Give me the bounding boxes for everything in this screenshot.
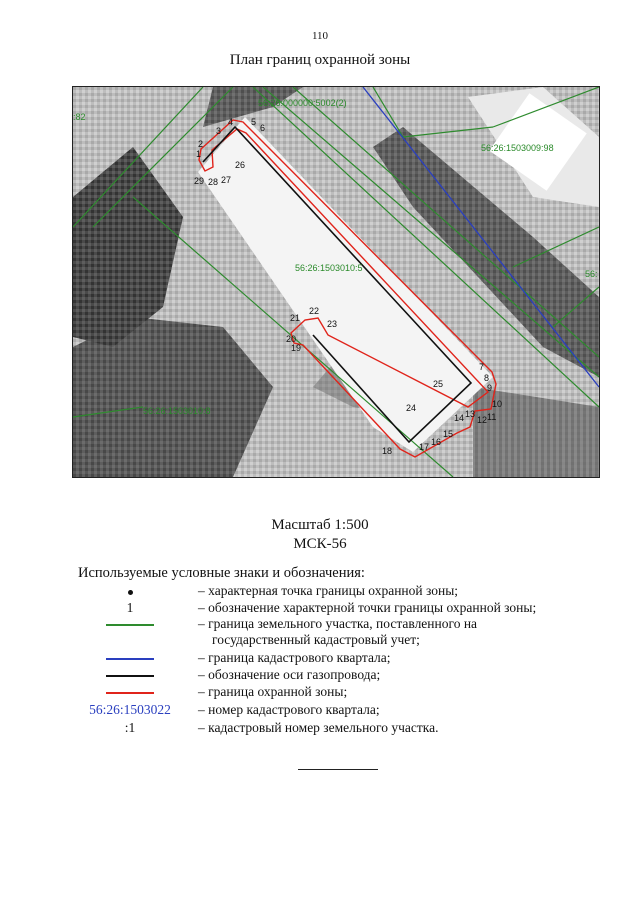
crs-text: МСК-56: [293, 536, 347, 552]
cadastral-label: 56:26:000000:5002(2): [258, 98, 347, 108]
point-label: 17: [419, 442, 430, 452]
page-number: 110: [311, 30, 329, 42]
point-label: 18: [382, 446, 393, 456]
black-line-icon: [106, 675, 154, 677]
legend-text: – граница кадастрового квартала;: [198, 650, 391, 665]
point-label: 23: [327, 319, 338, 329]
point-label: 2: [198, 139, 204, 149]
point-label: 10: [492, 399, 503, 409]
point-label: 26: [235, 160, 246, 170]
point-label: 22: [309, 306, 320, 316]
point-label: 12: [477, 415, 488, 425]
blue-line-icon: [106, 658, 154, 660]
legend-symbol-green-line: [60, 616, 200, 632]
legend-row: [0, 684, 640, 700]
legend-symbol-parcel-number: :1: [124, 720, 136, 735]
point-label: 9: [487, 383, 493, 393]
point-label: 7: [479, 362, 485, 372]
divider-line: [298, 769, 378, 770]
point-label: 1: [196, 149, 202, 159]
point-label: 3: [216, 126, 222, 136]
legend-row: [0, 720, 640, 736]
point-label: 8: [484, 373, 490, 383]
point-label: 19: [291, 343, 302, 353]
green-line-icon: [106, 624, 154, 626]
point-label: 14: [454, 413, 465, 423]
legend-row: [0, 650, 640, 666]
legend-text: – граница земельного участка, поставленного на: [198, 616, 478, 631]
point-label: 29: [194, 176, 205, 186]
point-label: 27: [221, 175, 232, 185]
point-label: 4: [228, 117, 234, 127]
legend-text: – граница охранной зоны;: [198, 684, 348, 699]
point-label: 24: [406, 403, 417, 413]
scale-block: [0, 516, 640, 554]
point-label: 11: [487, 412, 497, 422]
map-canvas: [73, 87, 599, 477]
legend-symbol-quarter-number: 56:26:1503022: [89, 702, 171, 717]
page-title: План границ охранной зоны: [229, 52, 411, 68]
point-dot-icon: [128, 590, 133, 595]
point-label: 25: [433, 379, 444, 389]
cadastral-label: 56:26:1503010:5: [295, 263, 363, 273]
legend-text: – обозначение оси газопровода;: [198, 667, 381, 682]
map-frame[interactable]: [72, 86, 600, 478]
legend-heading: Используемые условные знаки и обозначения:: [78, 565, 365, 581]
point-label: 28: [208, 177, 219, 187]
legend-text: – кадастровый номер земельного участка.: [198, 720, 439, 735]
legend-symbol-point: [60, 583, 200, 599]
point-label: 5: [251, 117, 257, 127]
legend-row: [0, 600, 640, 616]
legend-row: [0, 632, 640, 648]
legend-row: [0, 583, 640, 599]
point-label: 13: [465, 409, 476, 419]
point-label: 15: [443, 429, 454, 439]
legend-row: [0, 616, 640, 632]
legend-text: – обозначение характерной точки границы охранной зоны;: [198, 600, 537, 615]
point-label: 20: [286, 334, 297, 344]
legend-symbol-number: 1: [126, 600, 134, 615]
point-label: 6: [260, 123, 266, 133]
legend-symbol-blue-line: [60, 650, 200, 666]
cadastral-label: 56:26:1503009:98: [481, 143, 554, 153]
cadastral-label: :82: [73, 112, 86, 122]
cadastral-label: 56:: [585, 269, 598, 279]
legend-text: государственный кадастровый учет;: [212, 632, 420, 647]
legend-text: – характерная точка границы охранной зоны;: [198, 583, 459, 598]
red-line-icon: [106, 692, 154, 694]
scale-text: Масштаб 1:500: [271, 517, 369, 533]
point-label: 21: [290, 313, 301, 323]
cadastral-label: 56:26:1503010:8: [143, 406, 211, 416]
legend-text: – номер кадастрового квартала;: [198, 702, 380, 717]
legend-row: [0, 702, 640, 718]
point-label: 16: [431, 437, 442, 447]
legend-row: [0, 667, 640, 683]
legend-symbol-red-line: [60, 684, 200, 700]
legend-symbol-black-line: [60, 667, 200, 683]
